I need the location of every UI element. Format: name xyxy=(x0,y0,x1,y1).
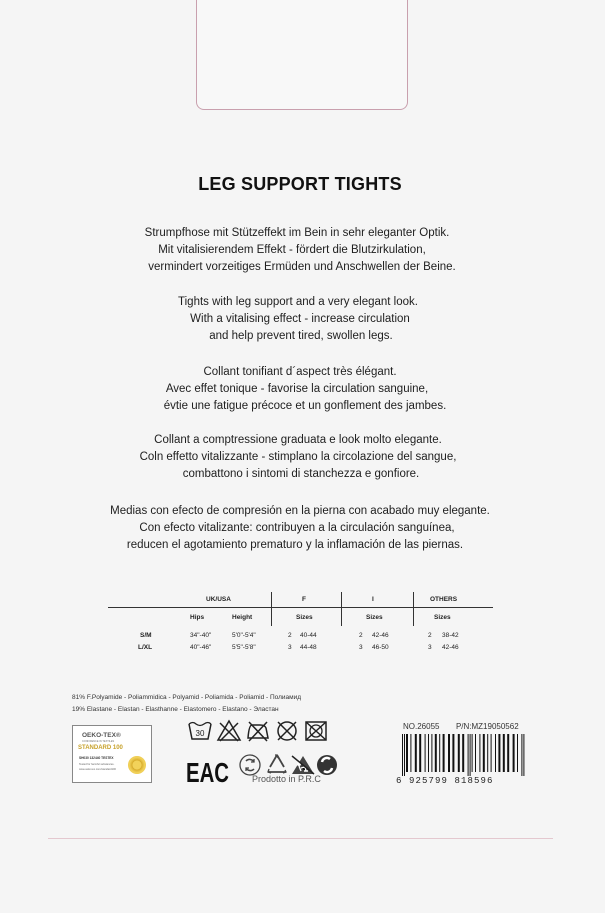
lxl-height: 5'5"-5'8" xyxy=(232,644,256,651)
barcode-bar xyxy=(491,734,492,772)
barcode-bar xyxy=(517,734,518,772)
barcode-bar xyxy=(513,734,515,772)
no-tumble-dry-icon xyxy=(303,718,329,744)
group-i: I xyxy=(372,596,374,603)
group-uk-usa: UK/USA xyxy=(206,596,231,603)
fabric-composition xyxy=(72,692,301,716)
oeko-tex-confidence: CONFIDENCE IN TEXTILES xyxy=(82,740,115,743)
composition-polyamide: 81% F.Polyamide - Poliammidica - Polyamid - Poliamida - Poliamid - Полиамид xyxy=(72,694,302,701)
sm-o-size: 38-42 xyxy=(442,632,459,639)
sm-i-size: 42-46 xyxy=(372,632,389,639)
oeko-tex-url: www.oeko-tex.com/standard100 xyxy=(79,768,116,771)
sm-f-num: 2 xyxy=(288,632,292,639)
sm-height: 5'0"-5'4" xyxy=(232,632,256,639)
eac-mark xyxy=(186,756,230,786)
barcode-guard-bar xyxy=(523,734,524,776)
lxl-i-size: 46-50 xyxy=(372,644,389,651)
lxl-hips: 40"-46" xyxy=(190,644,212,651)
lxl-i-num: 3 xyxy=(359,644,363,651)
barcode-bar xyxy=(462,734,464,772)
sm-o-num: 2 xyxy=(428,632,432,639)
package-window-frame xyxy=(196,0,408,110)
oeko-tex-sun-icon xyxy=(128,756,146,774)
product-number: NO.26055 xyxy=(403,722,440,731)
barcode-bar xyxy=(419,734,421,772)
product-numbers xyxy=(403,722,519,731)
wash-temperature: 30 xyxy=(195,729,205,738)
part-number: P/N:MZ19050562 xyxy=(455,722,519,731)
size-table xyxy=(108,592,493,662)
barcode-guard-bar xyxy=(470,734,471,776)
oeko-tex-tested: Tested for harmful substances. xyxy=(79,763,115,766)
description-spanish xyxy=(0,503,600,554)
german-line-1: Strumpfhose mit Stützeffekt im Bein in sehr eleganter Optik. xyxy=(144,227,450,239)
barcode-bar xyxy=(487,734,488,772)
barcode-bar xyxy=(503,734,505,772)
barcode-bar xyxy=(458,734,460,772)
barcode-guard-bar xyxy=(468,734,469,776)
row-label-lxl: L/XL xyxy=(138,644,153,651)
eac-text: EAC xyxy=(186,757,229,788)
barcode-bar xyxy=(415,734,417,772)
wash-30-icon xyxy=(187,718,213,744)
spanish-line-1: Medias con efecto de compresión en la pierna con acabado muy elegante. xyxy=(110,505,490,517)
description-english xyxy=(0,294,600,345)
barcode-bar xyxy=(448,734,450,772)
italian-line-1: Collant a comptressione graduata e look molto elegante. xyxy=(154,434,442,446)
spanish-line-3: reducen el agotamiento prematuro y la inflamación de las piernas. xyxy=(126,539,464,551)
barcode-bar xyxy=(428,734,429,772)
english-line-3: and help prevent tired, swollen legs. xyxy=(209,330,393,342)
barcode-bar xyxy=(472,734,473,772)
lxl-o-size: 42-46 xyxy=(442,644,459,651)
spanish-line-2: Con efecto vitalizante: contribuyen a la circulación sanguínea, xyxy=(139,522,455,534)
oeko-tex-brand: OEKO-TEX® xyxy=(82,732,121,739)
oeko-tex-standard: STANDARD 100 xyxy=(78,745,123,751)
lxl-o-num: 3 xyxy=(428,644,432,651)
barcode-bar xyxy=(479,734,480,772)
description-german xyxy=(0,225,600,276)
barcode-bar xyxy=(443,734,445,772)
description-italian xyxy=(0,432,600,483)
subheader-height: Height xyxy=(232,614,253,621)
barcode-guard-bar xyxy=(402,734,403,776)
footer-divider xyxy=(48,838,553,839)
barcode-digits: 6 925799 818596 xyxy=(396,776,494,786)
table-divider-1 xyxy=(271,592,272,626)
group-f: F xyxy=(302,596,306,603)
french-line-2: Avec effet tonique - favorise la circulation sanguine, xyxy=(165,383,429,395)
no-dry-clean-icon xyxy=(274,718,300,744)
lxl-f-size: 44-48 xyxy=(300,644,317,651)
table-divider-3 xyxy=(413,592,414,626)
barcode-bar xyxy=(452,734,454,772)
barcode-bar xyxy=(495,734,496,772)
product-title: LEG SUPPORT TIGHTS xyxy=(198,174,402,194)
barcode-bar xyxy=(406,734,408,772)
barcode-bar xyxy=(498,734,500,772)
barcode-guard-bar xyxy=(521,734,522,776)
barcode-bar xyxy=(435,734,437,772)
barcode-bar xyxy=(475,734,476,772)
description-french xyxy=(0,364,600,415)
italian-line-3: combattono i sintomi di stanchezza e gonfiore. xyxy=(182,468,420,480)
sm-f-size: 40-44 xyxy=(300,632,317,639)
row-label-sm: S/M xyxy=(140,632,152,639)
made-in-label: Prodotto in P.R.C xyxy=(252,774,321,784)
barcode-bar xyxy=(439,734,440,772)
subheader-i-sizes: Sizes xyxy=(366,614,383,621)
no-bleach-icon xyxy=(216,718,242,744)
french-line-1: Collant tonifiant d´aspect très élégant. xyxy=(203,366,397,378)
table-divider-2 xyxy=(341,592,342,626)
german-line-2: Mit vitalisierendem Effekt - fördert die Blutzirkulation, xyxy=(158,244,426,256)
barcode-bar xyxy=(507,734,509,772)
barcode-bar xyxy=(431,734,432,772)
group-others: OTHERS xyxy=(430,596,458,603)
oeko-tex-badge xyxy=(72,725,152,783)
table-header-rule xyxy=(108,607,493,608)
sm-i-num: 2 xyxy=(359,632,363,639)
barcode-bar xyxy=(425,734,426,772)
composition-elastane: 19% Elastane - Elastan - Elasthanne - Elastomero - Elastano - Эластан xyxy=(72,706,279,713)
sm-hips: 34"-40" xyxy=(190,632,212,639)
lxl-f-num: 3 xyxy=(288,644,292,651)
subheader-hips: Hips xyxy=(190,614,205,621)
no-iron-icon xyxy=(245,718,271,744)
barcode-bar xyxy=(410,734,411,772)
english-line-1: Tights with leg support and a very elegant look. xyxy=(178,296,418,308)
subheader-f-sizes: Sizes xyxy=(296,614,313,621)
italian-line-2: Coln effetto vitalizzante - stimplano la circolazione del sangue, xyxy=(139,451,457,463)
subheader-others-sizes: Sizes xyxy=(434,614,451,621)
barcode-bar xyxy=(483,734,485,772)
barcode xyxy=(400,734,525,776)
german-line-3: vermindert vorzeitiges Ermüden und Anschwellen der Beine. xyxy=(148,261,456,273)
oeko-tex-certificate: SH030 132440 TESTEX xyxy=(79,756,114,760)
english-line-2: With a vitalising effect - increase circulation xyxy=(190,313,410,325)
barcode-guard-bar xyxy=(404,734,405,776)
french-line-3: évtie une fatigue précoce et un gonflement des jambes. xyxy=(163,400,447,412)
